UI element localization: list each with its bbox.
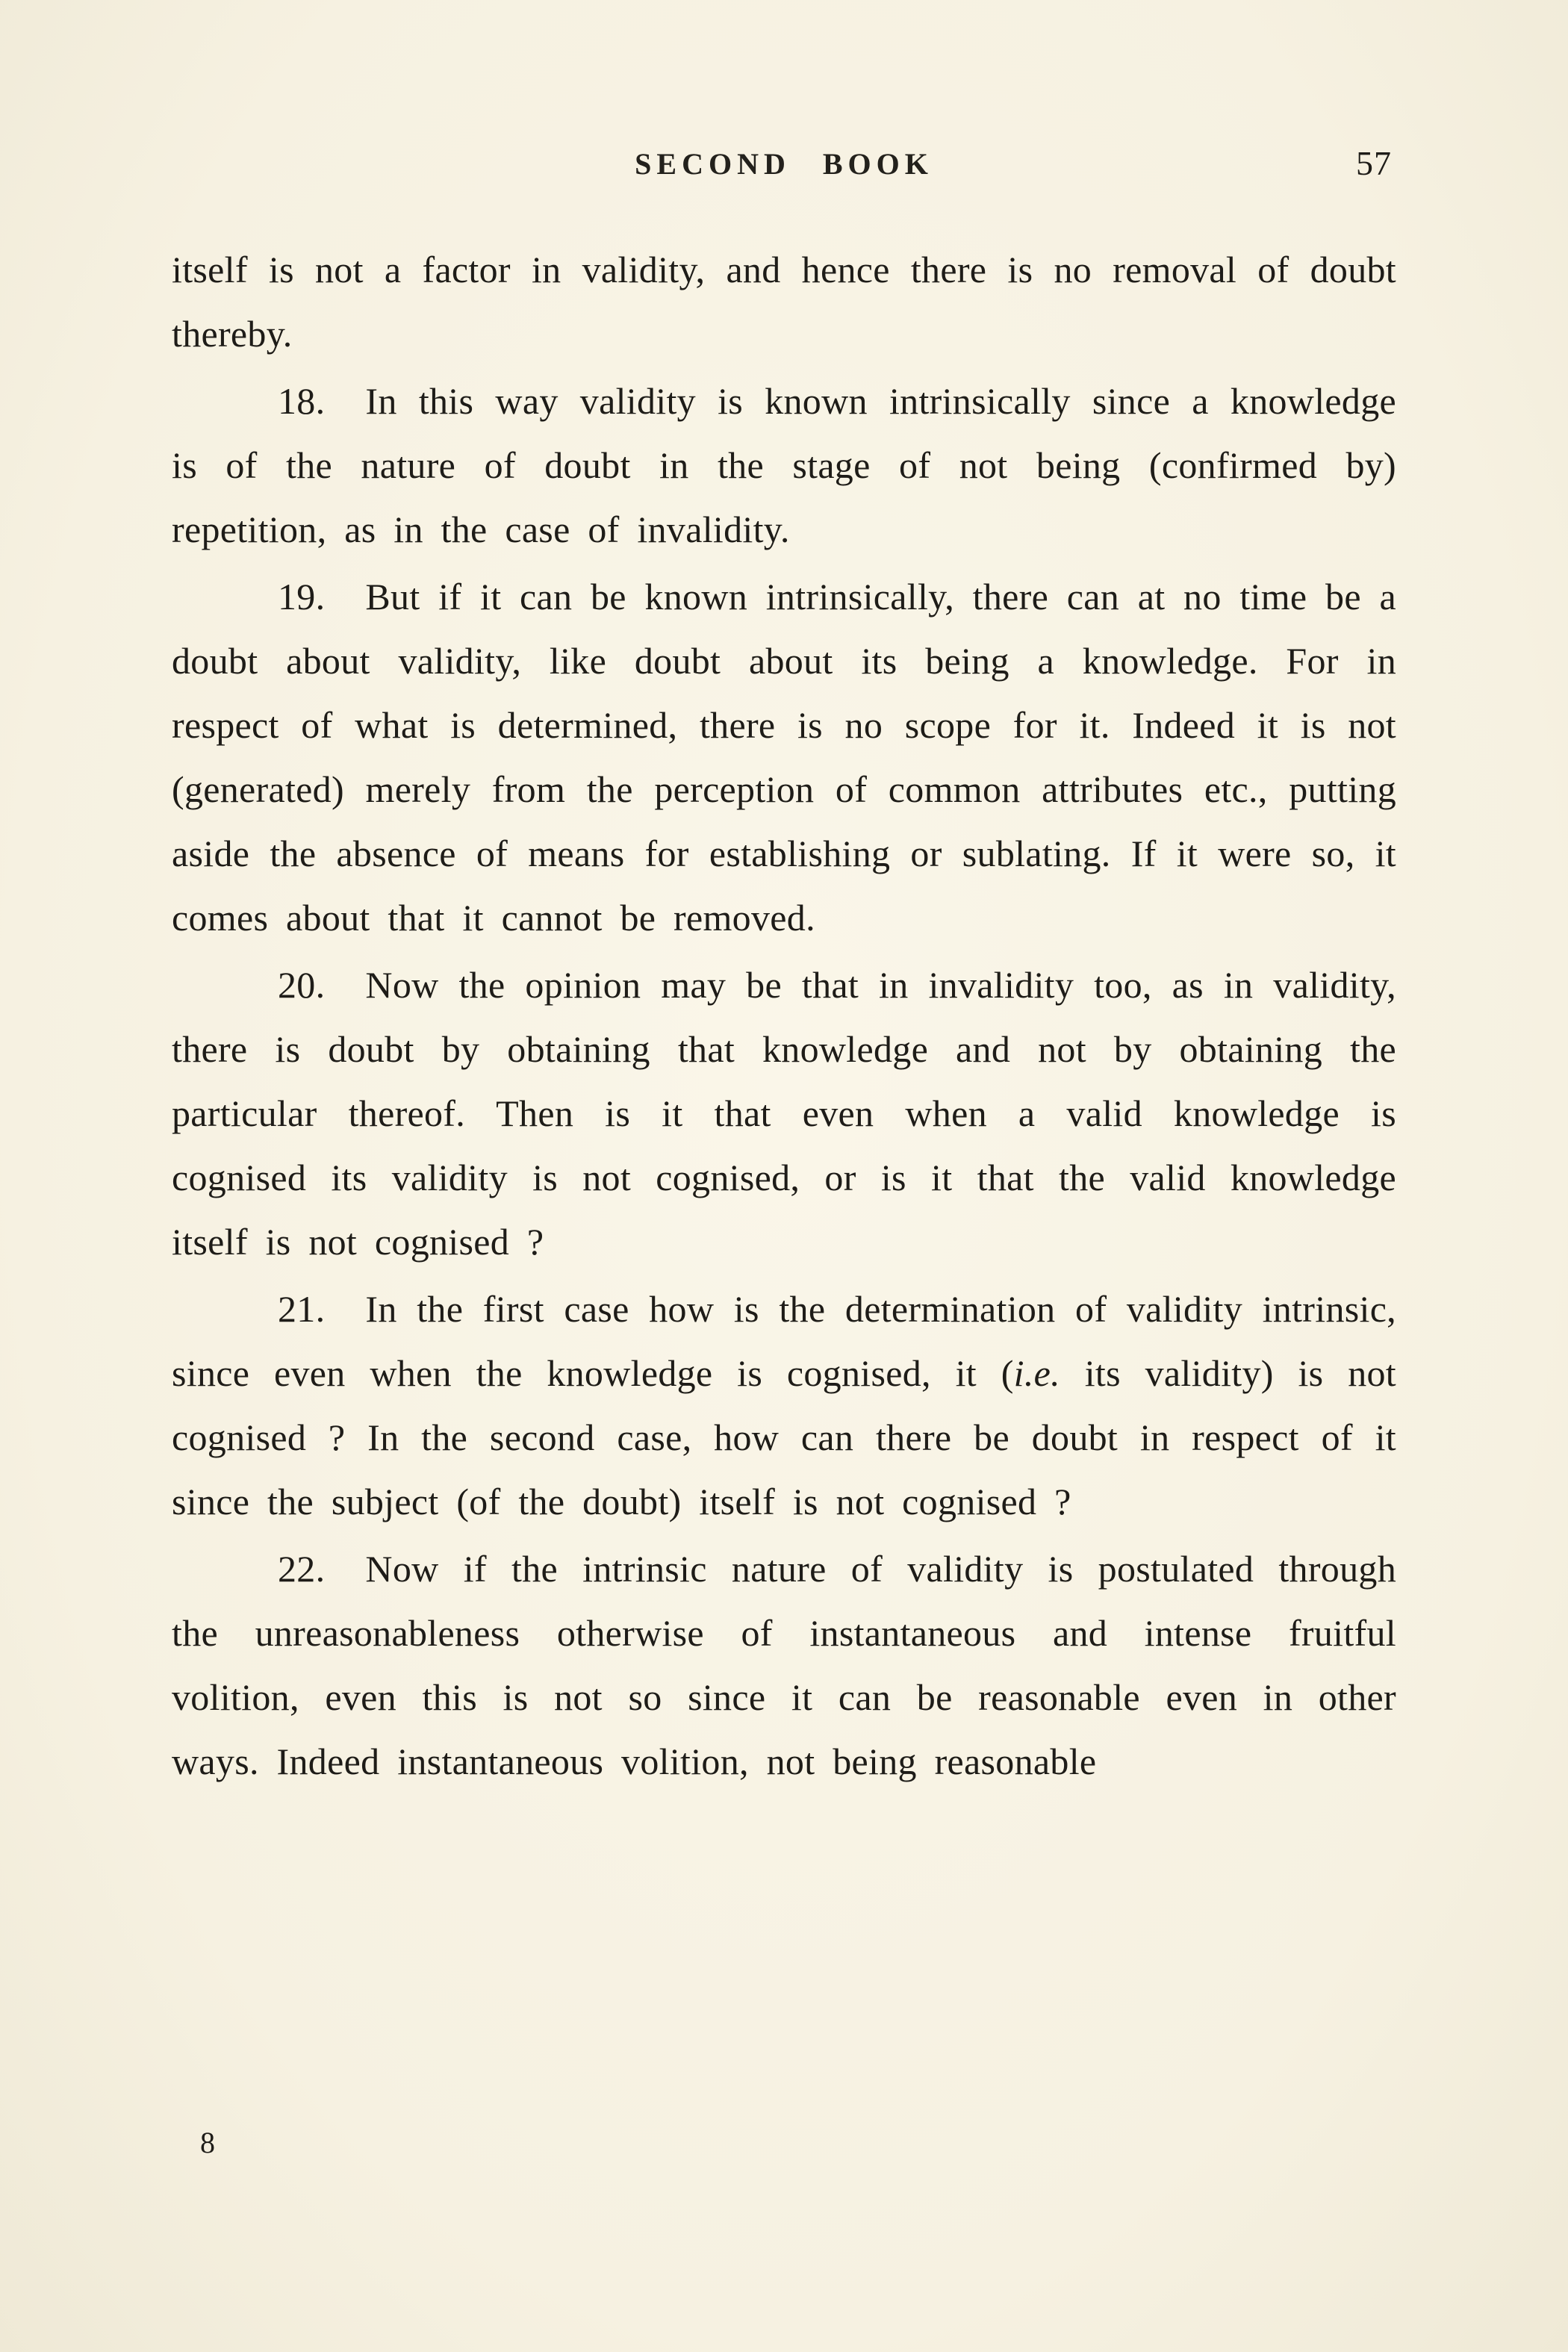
paragraph-number: 18.	[278, 380, 326, 422]
paragraph-text: In this way validity is known intrinsically since a knowledge is of the nature of doubt in the stage of not being (confirmed by) repetition, as in the case of invalidity.	[172, 380, 1396, 550]
paragraph	[172, 369, 1396, 561]
paragraph-text-italic: i.e.	[1013, 1352, 1060, 1394]
paragraph-text: But if it can be known intrinsically, there can at no time be a doubt about validity, like doubt about its being a knowledge. For in respect of what is determined, there is no scope for it. Indeed it is not (generated) merely from the perception of common attributes etc., putting aside the absence of means for establishing or sublating. If it were so, it comes about that it cannot be removed.	[172, 576, 1396, 939]
paragraph-number: 22.	[278, 1548, 326, 1590]
page-header	[172, 146, 1396, 191]
running-head-title: SECOND BOOK	[635, 147, 933, 181]
paragraph	[172, 1537, 1396, 1793]
paragraph-number: 19.	[278, 576, 326, 617]
signature-mark: 8	[200, 2126, 215, 2159]
page-number: 57	[1356, 144, 1392, 182]
paragraph-text: Now the opinion may be that in invalidity too, as in validity, there is doubt by obtaining that knowledge and not by obtaining the particular thereof. Then is it that even when a valid knowledge is cognised its validity is not cognised, or is it that the valid knowledge itself is not cognised ?	[172, 964, 1396, 1263]
paragraph-number: 20.	[278, 964, 326, 1006]
paragraph-text: Now if the intrinsic nature of validity is postulated through the unreasonableness otherwise of instantaneous and intense fruitful volition, even this is not so since it can be reasonable even in other ways. Indeed instantaneous volition, not being reasonable	[172, 1548, 1396, 1782]
paragraph-number: 21.	[278, 1288, 326, 1330]
paragraph	[172, 1277, 1396, 1534]
paragraph-text: its validity) is not cognised ? In the second case, how can there be doubt in respect of it since the subject (of the doubt) itself is not cognised ?	[172, 1352, 1396, 1522]
paragraph	[172, 564, 1396, 950]
paragraph	[172, 237, 1396, 366]
text-block	[172, 237, 1396, 1796]
paragraph	[172, 953, 1396, 1274]
paragraph-text: In the first case how is the determination of validity intrinsic, since even when the knowledge is cognised, it (	[172, 1288, 1396, 1394]
paragraph-text: itself is not a factor in validity, and hence there is no removal of doubt thereby.	[172, 249, 1396, 355]
